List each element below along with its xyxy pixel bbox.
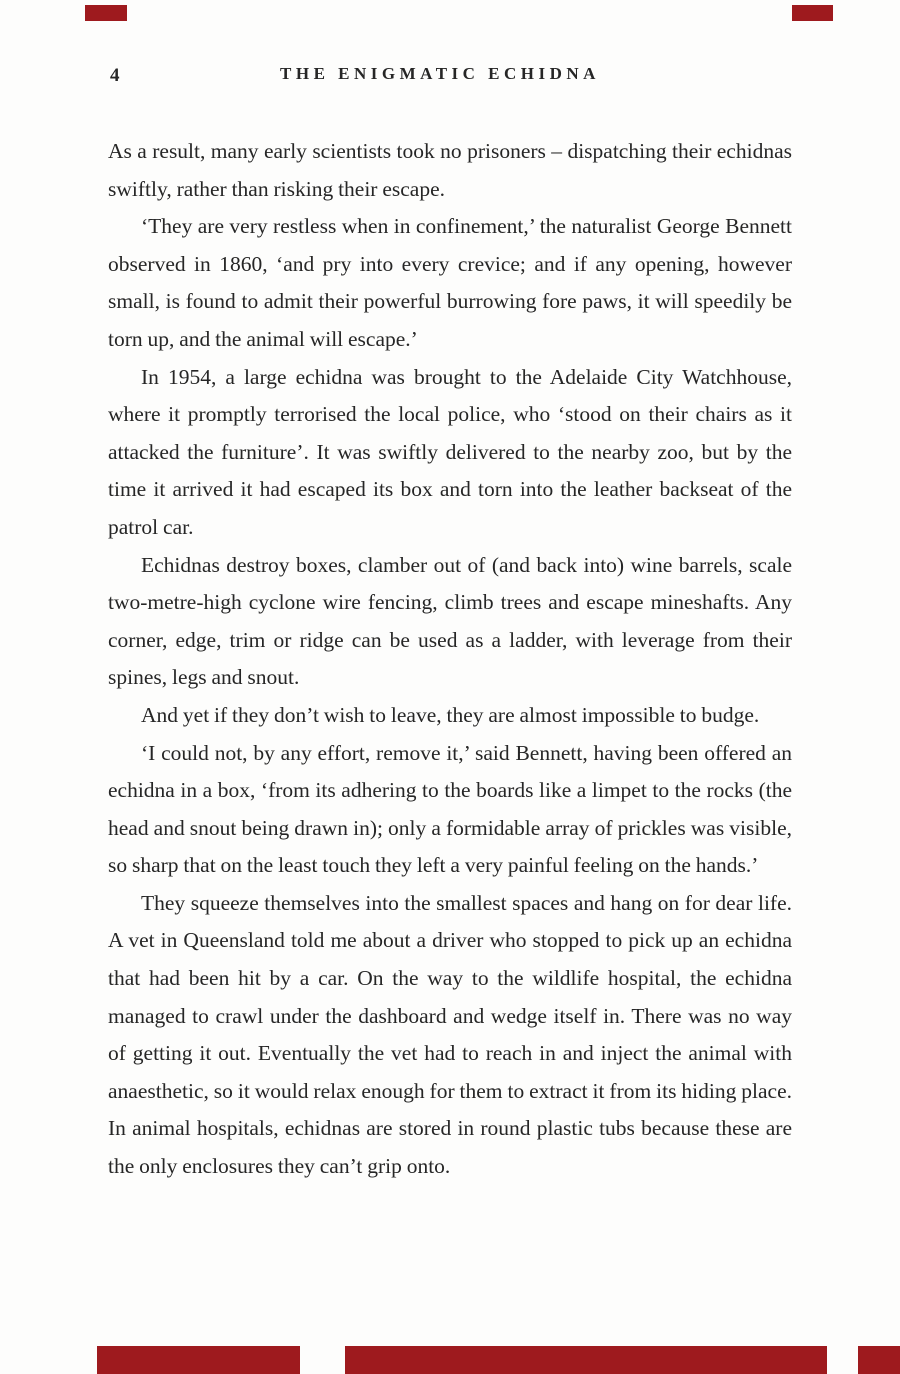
body-paragraph: ‘They are very restless when in confinement,’ the naturalist George Bennett observed in 1860, ‘and pry into every crevice; and if any opening, however small, is found to admit their powerful burrowing fore paws, it will speedily be torn up, and the animal will escape.’: [108, 214, 792, 351]
scan-edge-mark-top-right: [792, 5, 833, 21]
body-paragraph: ‘I could not, by any effort, remove it,’ said Bennett, having been offered an echidna in a box, ‘from its adhering to the boards like a limpet to the rocks (the head and snout being drawn in); only a formidable array of prickles was visible, so sharp that on the least touch they left a very painful feeling on the hands.’: [108, 740, 792, 878]
scan-edge-bar-bottom-left: [97, 1346, 300, 1374]
scan-edge-mark-top-left: [85, 5, 127, 21]
body-text: [108, 133, 792, 1186]
body-paragraph: And yet if they don’t wish to leave, they are almost impossible to budge.: [141, 702, 760, 727]
page-number: 4: [110, 65, 120, 86]
body-paragraph: They squeeze themselves into the smallest spaces and hang on for dear life. A vet in Queensland told me about a driver who stopped to pick up an echidna that had been hit by a car. On the way to the wildlife hospital, the echidna managed to crawl under the dashboard and wedge itself in. There was no way of getting it out. Eventually the vet had to reach in and inject the animal with anaesthetic, so it would relax enough for them to extract it from its hiding place. In animal hospitals, echidnas are stored in round plastic tubs because these are the only enclosures they can’t grip onto.: [108, 890, 792, 1179]
scan-edge-bar-bottom-right: [858, 1346, 900, 1374]
page-header: [110, 64, 790, 88]
body-paragraph: As a result, many early scientists took no prisoners – dispatching their echidnas swiftly, rather than risking their escape.: [108, 139, 792, 201]
body-paragraph: In 1954, a large echidna was brought to the Adelaide City Watchhouse, where it promptly terrorised the local police, who ‘stood on their chairs as it attacked the furniture’. It was swiftly delivered to the nearby zoo, but by the time it arrived it had escaped its box and torn into the leather backseat of the patrol car.: [108, 364, 792, 539]
running-header: THE ENIGMATIC ECHIDNA: [280, 64, 600, 83]
scan-edge-bar-bottom-center: [345, 1346, 827, 1374]
body-paragraph: Echidnas destroy boxes, clamber out of (and back into) wine barrels, scale two-metre-high cyclone wire fencing, climb trees and escape mineshafts. Any corner, edge, trim or ridge can be used as a ladder, with leverage from their spines, legs and snout.: [108, 552, 792, 690]
